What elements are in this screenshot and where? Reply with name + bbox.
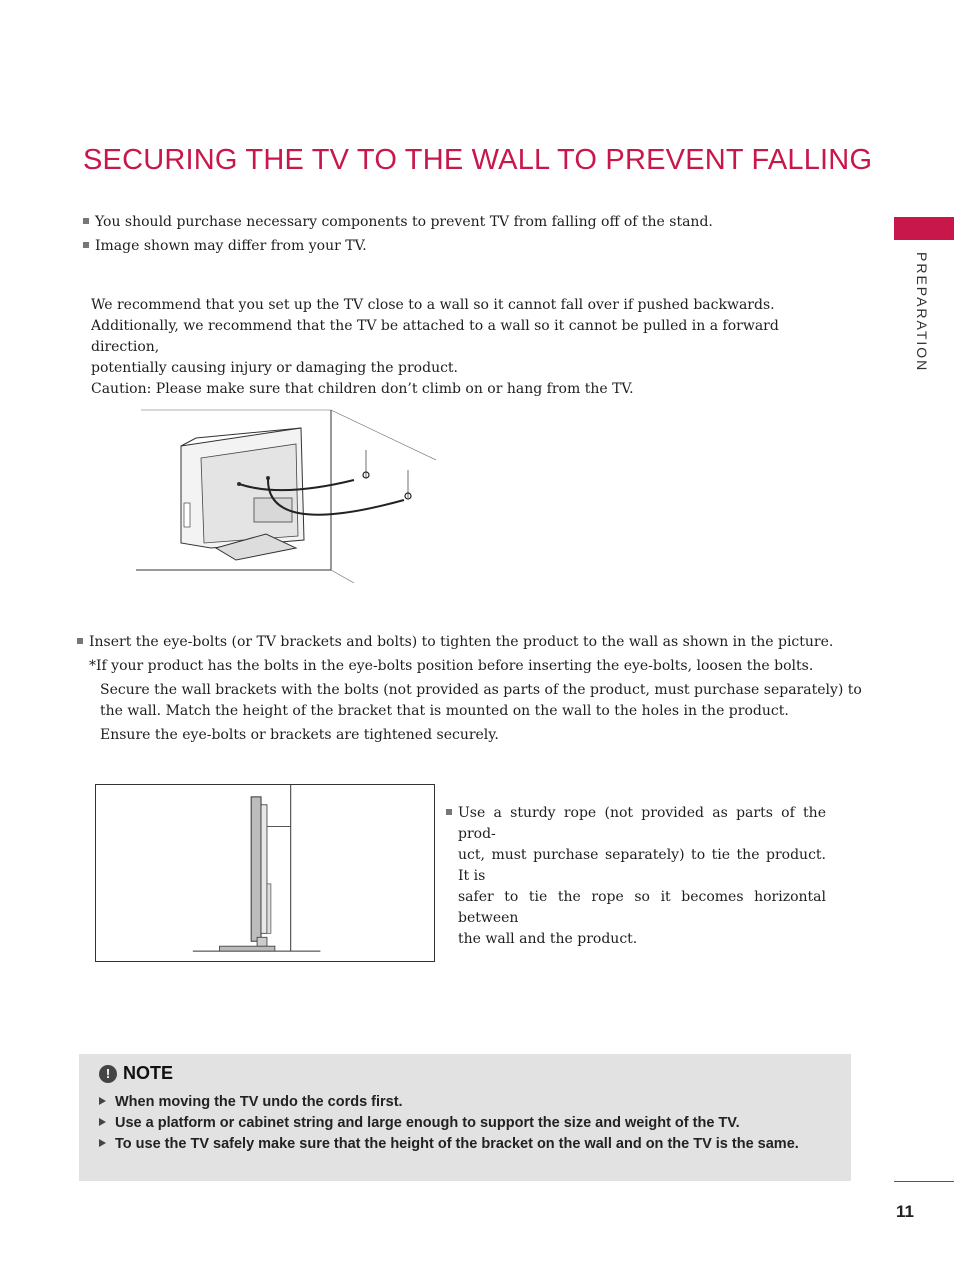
- tv-rope-side-illustration: [95, 784, 435, 962]
- install-line-3: Ensure the eye-bolts or brackets are tightened securely.: [100, 727, 499, 743]
- intro-bullet-text: Image shown may differ from your TV.: [95, 238, 367, 254]
- recommendation-line: We recommend that you set up the TV close to a wall so it cannot fall over if pushed backwards.: [91, 297, 775, 313]
- note-item: [99, 1094, 403, 1110]
- page-title: SECURING THE TV TO THE WALL TO PREVENT FALLING: [83, 144, 873, 176]
- recommendation-paragraph: [91, 295, 831, 400]
- arrow-right-icon: [99, 1139, 106, 1147]
- rope-instruction: [446, 803, 826, 950]
- arrow-right-icon: [99, 1097, 106, 1105]
- note-item-text: When moving the TV undo the cords first.: [115, 1094, 403, 1110]
- bullet-square-icon: [446, 809, 452, 815]
- rope-line: [446, 803, 826, 845]
- rope-line: safer to tie the rope so it becomes horizontal between: [458, 889, 826, 926]
- rope-line: uct, must purchase separately) to tie the product. It is: [458, 847, 826, 884]
- section-label: PREPARATION: [914, 252, 930, 373]
- recommendation-line: Caution: Please make sure that children don’t climb on or hang from the TV.: [91, 381, 634, 397]
- recommendation-line: potentially causing injury or damaging the product.: [91, 360, 459, 376]
- install-line-2: the wall. Match the height of the bracket that is mounted on the wall to the holes in the product.: [100, 703, 789, 719]
- bullet-square-icon: [83, 218, 89, 224]
- bullet-square-icon: [83, 242, 89, 248]
- note-item: [99, 1136, 799, 1152]
- note-item-text: Use a platform or cabinet string and large enough to support the size and weight of the TV.: [115, 1115, 740, 1131]
- bullet-square-icon: [77, 638, 83, 644]
- note-label: NOTE: [123, 1063, 174, 1083]
- arrow-right-icon: [99, 1118, 106, 1126]
- install-bullet: [77, 632, 833, 653]
- tv-wall-bolt-illustration: [136, 408, 436, 583]
- section-tab: [894, 217, 954, 240]
- intro-bullet-1: [83, 212, 713, 233]
- note-item-text: To use the TV safely make sure that the height of the bracket on the wall and on the TV is the same.: [115, 1136, 799, 1152]
- page-number-rule: [894, 1181, 954, 1182]
- recommendation-line: Additionally, we recommend that the TV be attached to a wall so it cannot be pulled in a forward direction,: [91, 318, 779, 355]
- rope-line-text: Use a sturdy rope (not provided as parts of the prod-: [458, 805, 826, 842]
- intro-bullet-2: [83, 236, 367, 257]
- install-note: *If your product has the bolts in the eye-bolts position before inserting the eye-bolts, loosen the bolts.: [89, 658, 814, 674]
- intro-bullet-text: You should purchase necessary components to prevent TV from falling off of the stand.: [95, 214, 713, 230]
- rope-line: the wall and the product.: [458, 931, 638, 947]
- page-number: 11: [896, 1202, 914, 1221]
- install-line-1: Secure the wall brackets with the bolts (not provided as parts of the product, must purchase separately) to: [100, 682, 862, 698]
- install-bullet-text: Insert the eye-bolts (or TV brackets and bolts) to tighten the product to the wall as shown in the picture.: [89, 634, 834, 650]
- note-header: [99, 1063, 173, 1084]
- note-item: [99, 1115, 740, 1131]
- exclamation-icon: !: [99, 1065, 117, 1083]
